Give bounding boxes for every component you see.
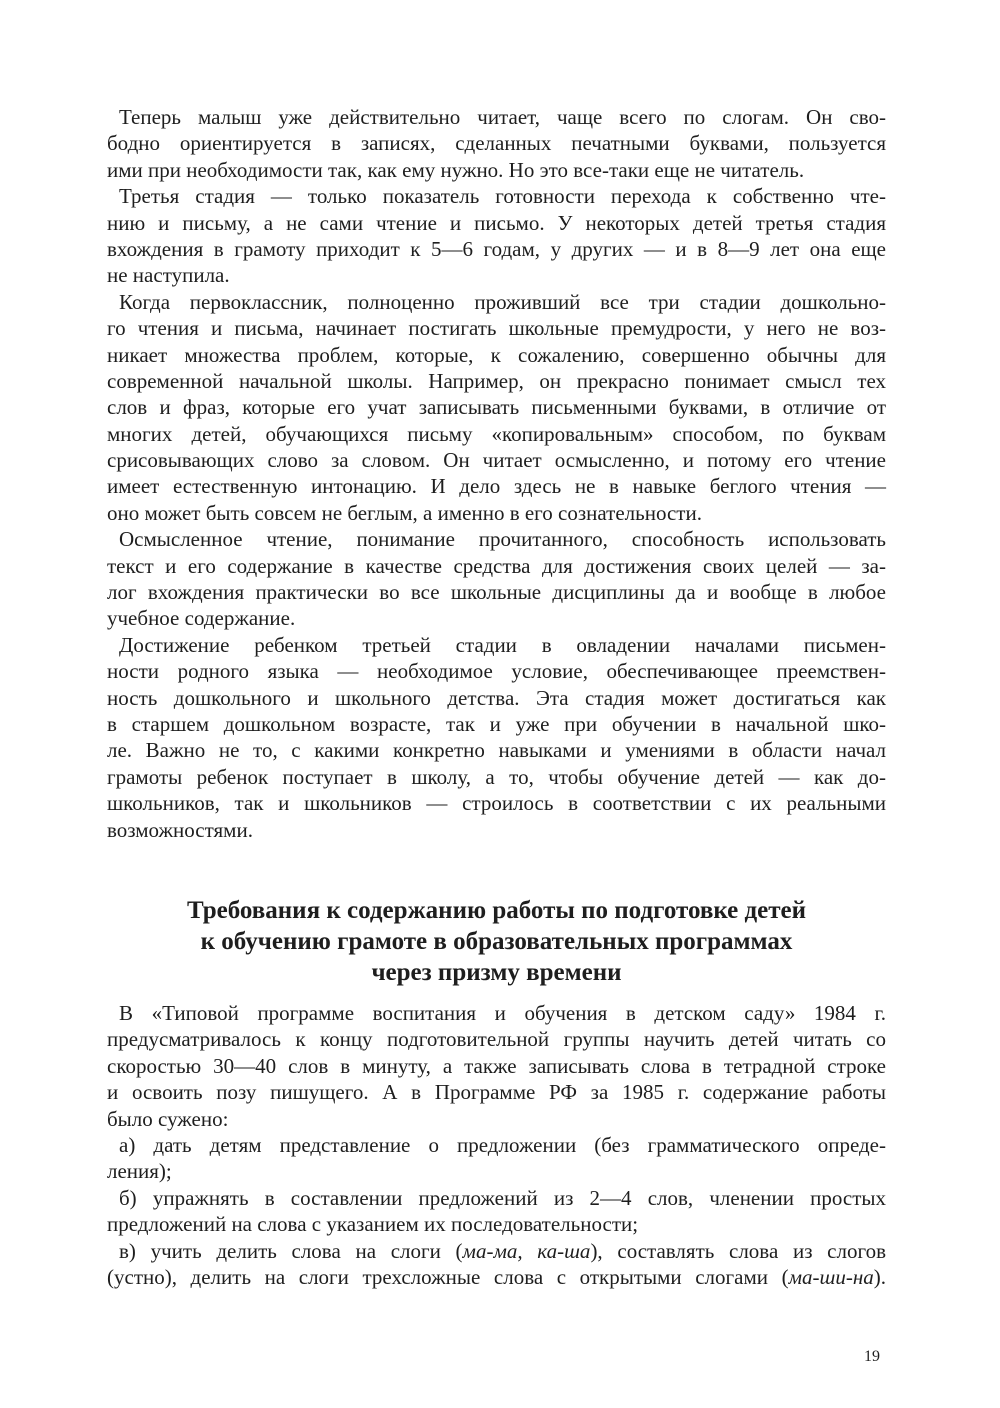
paragraph [107,1185,886,1238]
text-line: текст и его содержание в качестве средства для достижения своих целей — за- [107,553,886,578]
text-line: Теперь малыш уже действительно читает, чаще всего по слогам. Он сво- [119,105,886,129]
text-line: б) упражнять в составлении предложений из 2—4 слов, членении простых [119,1185,886,1210]
text-segment: в) учить делить слова на слоги ( [119,1238,463,1263]
paragraph [107,183,886,289]
italic-example: ма-ши-на [788,1264,874,1289]
text-line: оно может быть совсем не беглым, а именно в его сознательности. [107,500,702,525]
heading-line: к обучению грамоте в образовательных программах [200,928,793,955]
heading-line: через призму времени [371,959,622,986]
text-line: имеет естественную интонацию. И дело здесь не в навыке беглого чтения — [107,474,886,499]
text-line: В «Типовой программе воспитания и обучения в детском саду» 1984 г. [119,1001,886,1025]
text-line: слов и фраз, которые его учат записывать письменными буквами, в отличие от [107,395,886,420]
text-line: современной начальной школы. Например, он прекрасно понимает смысл тех [107,368,886,393]
text-line: го чтения и письма, начинает постигать школьные премудрости, у него не воз- [107,316,886,341]
text-line: нию и письму, а не сами чтение и письмо. У некоторых детей третья стадия [107,210,886,235]
text-segment: (устно), делить на слоги трехсложные слова с открытыми слогами ( [107,1264,789,1289]
paragraph [107,289,886,527]
text-line: и освоить позу пишущего. А в Программе РФ за 1985 г. содержание работы [107,1080,886,1105]
text-line: школьников, так и школьников — строилось в соответствии с их реальными [107,791,886,816]
page-number: 19 [864,1348,880,1365]
section-heading [107,895,886,988]
paragraph [107,632,886,843]
text-line: ле. Важно не то, с какими конкретно навыками и умениями в области начал [107,738,886,763]
heading-line: Требования к содержанию работы по подготовке детей [187,897,806,924]
text-line: никает множества проблем, которые, к сожалению, совершенно обычны для [107,342,886,367]
paragraph [107,1132,886,1185]
text-line: ности родного языка — необходимое условие, обеспечивающее преемствен- [107,659,886,684]
text-line: ления); [107,1159,172,1184]
paragraph [107,1000,886,1132]
paragraph [107,1238,886,1291]
text-line: было сужено: [107,1106,229,1131]
text-line [107,1238,886,1264]
text-line: в старшем дошкольном возрасте, так и уже при обучении в начальной шко- [107,711,886,736]
text-line: срисовывающих слово за словом. Он читает осмысленно, и потому его чтение [107,448,886,473]
paragraph [107,104,886,183]
text-line [107,1264,886,1290]
text-line: возможностями. [107,817,253,842]
body-text-top [107,104,886,843]
text-line: скоростью 30—40 слов в минуту, а также записывать слова в тетрадной строке [107,1053,886,1078]
paragraph [107,526,886,632]
italic-example: ма-ма, ка-ша [462,1238,591,1263]
text-line: ими при необходимости так, как ему нужно. Но это все-таки еще не читатель. [107,157,805,182]
text-line: не наступила. [107,263,230,288]
body-text-bottom [107,1000,886,1290]
text-segment: ), составлять слова из слогов [590,1238,886,1263]
text-line: а) дать детям представление о предложении (без грамматического опреде- [119,1132,886,1157]
text-line: Достижение ребенком третьей стадии в овладении началами письмен- [119,632,886,657]
text-line: бодно ориентируется в записях, сделанных печатными буквами, пользуется [107,131,886,156]
text-line: лог вхождения практически во все школьные дисциплины да и вообще в любое [107,580,886,605]
text-line: учебное содержание. [107,606,296,631]
text-line: Третья стадия — только показатель готовности перехода к собственно чте- [119,184,886,209]
text-line: Осмысленное чтение, понимание прочитанного, способность использовать [119,527,886,552]
text-line: ность дошкольного и школьного детства. Эта стадия может достигаться как [107,685,886,710]
text-line: Когда первоклассник, полноценно проживший все три стадии дошкольно- [119,289,886,314]
text-segment: ). [873,1264,886,1289]
text-line: вхождения в грамоту приходит к 5—6 годам, у других — и в 8—9 лет она еще [107,236,886,261]
text-line: грамоты ребенок поступает в школу, а то, чтобы обучение детей — как до- [107,764,886,789]
text-line: предложений на слова с указанием их последовательности; [107,1212,639,1237]
text-line: многих детей, обучающихся письму «копировальным» способом, по буквам [107,421,886,446]
text-line: предусматривалось к концу подготовительной группы научить детей читать со [107,1027,886,1052]
